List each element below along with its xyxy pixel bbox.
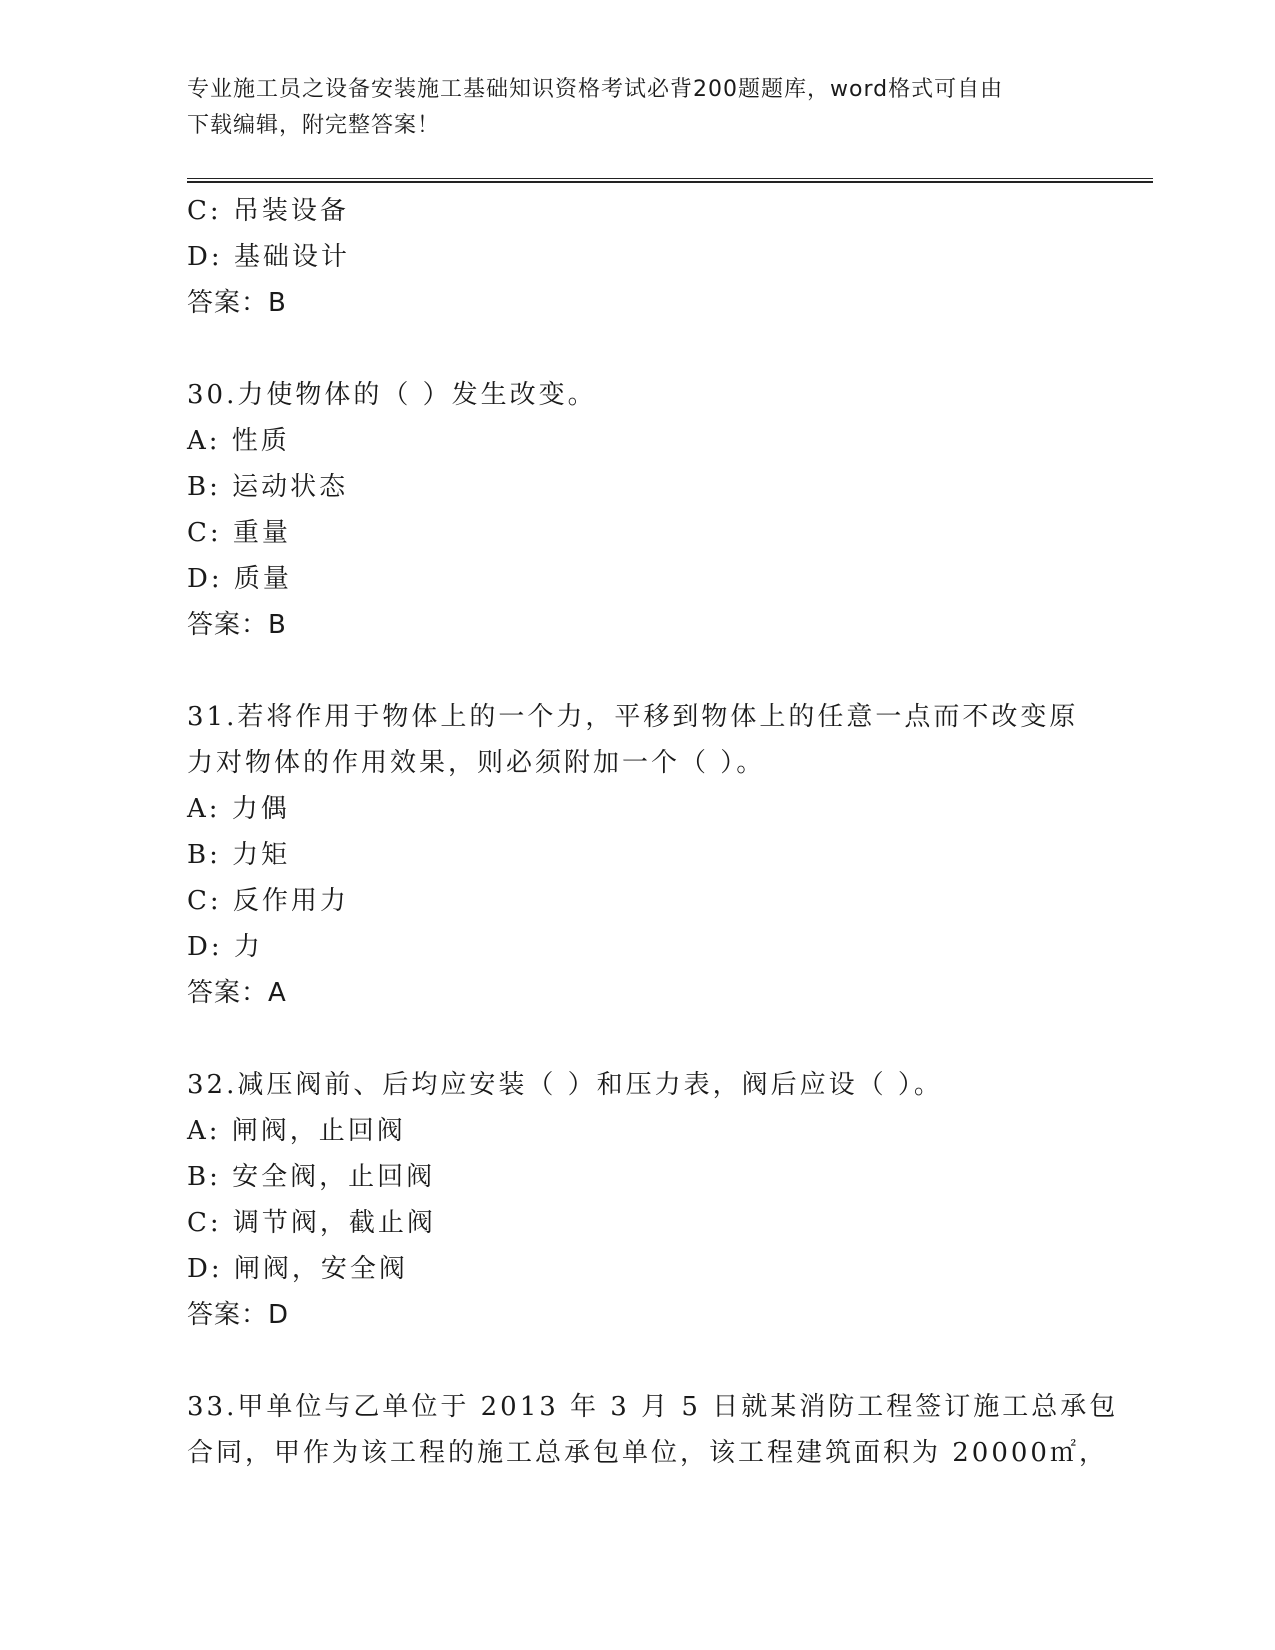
option-b: B: 安全阀，止回阀 xyxy=(187,1162,436,1192)
answer-line: 答案：B xyxy=(187,610,287,640)
option-a: A: 性质 xyxy=(187,426,290,456)
option-c: C: 反作用力 xyxy=(187,886,349,916)
option-a: A: 力偶 xyxy=(187,794,290,824)
question-33 xyxy=(187,1384,1119,1476)
question-text: 33.甲单位与乙单位于 2013 年 3 月 5 日就某消防工程签订施工总承包 xyxy=(187,1392,1119,1422)
question-text-cont: 力对物体的作用效果，则必须附加一个（ ）。 xyxy=(187,748,766,778)
option-d: D: 基础设计 xyxy=(187,242,350,272)
header-line-2: 下载编辑，附完整答案！ xyxy=(187,113,441,138)
question-list xyxy=(187,188,1119,1476)
document-header xyxy=(187,72,1087,144)
option-d: D: 力 xyxy=(187,932,263,962)
header-divider xyxy=(187,178,1153,183)
option-a: A: 闸阀，止回阀 xyxy=(187,1116,406,1146)
spacer xyxy=(187,1338,1087,1384)
answer-line: 答案：B xyxy=(187,288,287,318)
prev-question-tail xyxy=(187,188,1087,326)
option-d: D: 闸阀，安全阀 xyxy=(187,1254,408,1284)
question-text-cont: 合同，甲作为该工程的施工总承包单位，该工程建筑面积为 20000㎡， xyxy=(187,1438,1108,1468)
option-d: D: 质量 xyxy=(187,564,292,594)
spacer xyxy=(187,326,1087,372)
header-line-1: 专业施工员之设备安装施工基础知识资格考试必背200题题库，word格式可自由 xyxy=(187,77,1004,102)
question-text: 31.若将作用于物体上的一个力，平移到物体上的任意一点而不改变原 xyxy=(187,702,1079,732)
spacer xyxy=(187,1016,1087,1062)
option-b: B: 力矩 xyxy=(187,840,291,870)
option-c: C: 重量 xyxy=(187,518,291,548)
question-text: 32.减压阀前、后均应安装（ ）和压力表，阀后应设（ ）。 xyxy=(187,1070,943,1100)
option-c: C: 吊装设备 xyxy=(187,196,349,226)
option-b: B: 运动状态 xyxy=(187,472,349,502)
question-30 xyxy=(187,372,1087,648)
option-c: C: 调节阀，截止阀 xyxy=(187,1208,436,1238)
answer-line: 答案：A xyxy=(187,978,287,1008)
answer-line: 答案：D xyxy=(187,1300,290,1330)
question-31 xyxy=(187,694,1087,1016)
question-text: 30.力使物体的（ ）发生改变。 xyxy=(187,380,597,410)
question-32 xyxy=(187,1062,1087,1338)
spacer xyxy=(187,648,1087,694)
